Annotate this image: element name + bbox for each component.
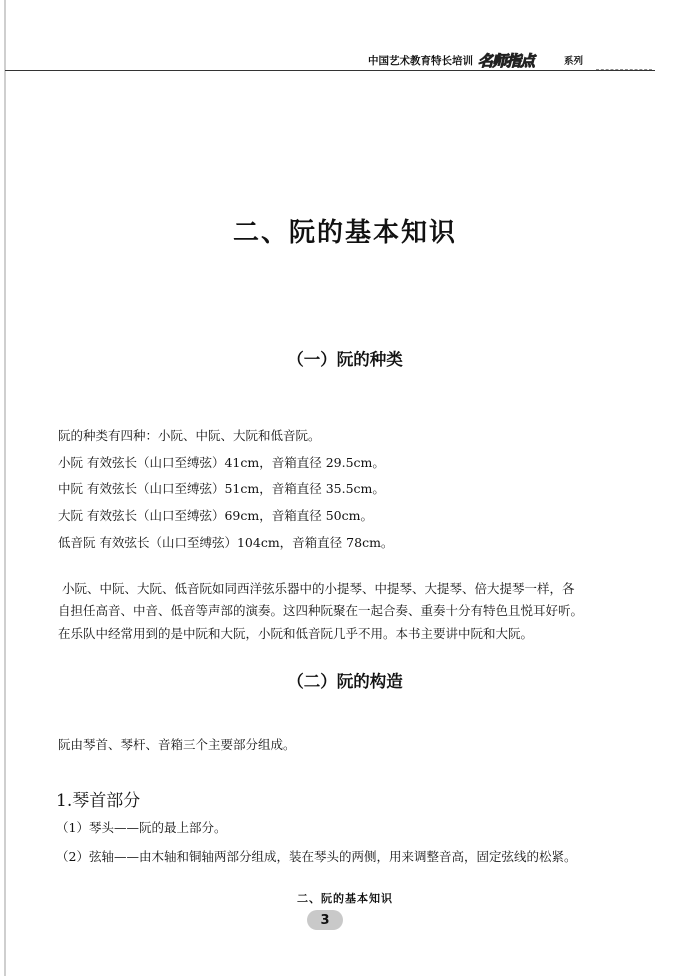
structure-list-item: （1）琴头——阮的最上部分。	[56, 820, 227, 835]
section-title-types: （一）阮的种类	[287, 350, 403, 369]
header-logo: 名师指点	[478, 52, 535, 70]
section-title-structure: （二）阮的构造	[287, 672, 403, 691]
chapter-title: 二、阮的基本知识	[232, 218, 457, 248]
subsection-title-head: 1.琴首部分	[56, 791, 141, 811]
header-series-name: 中国艺术教育特长培训	[368, 55, 473, 67]
types-list-item: 大阮 有效弦长（山口至缚弦）69cm，音箱直径 50cm。	[58, 508, 373, 523]
types-paragraph-line: 自担任高音、中音、低音等声部的演奏。这四种阮聚在一起合奏、重奏十分有特色且悦耳好听。	[58, 603, 584, 618]
header-rule	[5, 70, 655, 71]
types-intro: 阮的种类有四种：小阮、中阮、大阮和低音阮。	[58, 428, 321, 443]
page-number-badge	[307, 910, 343, 930]
page-edge-shadow	[4, 0, 6, 976]
page-number: 3	[320, 912, 330, 928]
types-paragraph-line: 在乐队中经常用到的是中阮和大阮，小阮和低音阮几乎不用。本书主要讲中阮和大阮。	[58, 626, 534, 641]
types-paragraph-line: 小阮、中阮、大阮、低音阮如同西洋弦乐器中的小提琴、中提琴、大提琴、倍大提琴一样，各	[62, 581, 575, 596]
structure-intro: 阮由琴首、琴杆、音箱三个主要部分组成。	[58, 737, 296, 752]
structure-list-item: （2）弦轴——由木轴和铜轴两部分组成，装在琴头的两侧，用来调整音高，固定弦线的松紧。	[56, 849, 577, 864]
header-series-suffix: 系列	[564, 56, 584, 67]
footer-running-title: 二、阮的基本知识	[297, 892, 393, 905]
types-list-item: 中阮 有效弦长（山口至缚弦）51cm，音箱直径 35.5cm。	[58, 481, 385, 496]
types-list-item: 小阮 有效弦长（山口至缚弦）41cm，音箱直径 29.5cm。	[58, 455, 385, 470]
types-list-item: 低音阮 有效弦长（山口至缚弦）104cm，音箱直径 78cm。	[58, 535, 394, 550]
header-decoration	[596, 63, 652, 70]
